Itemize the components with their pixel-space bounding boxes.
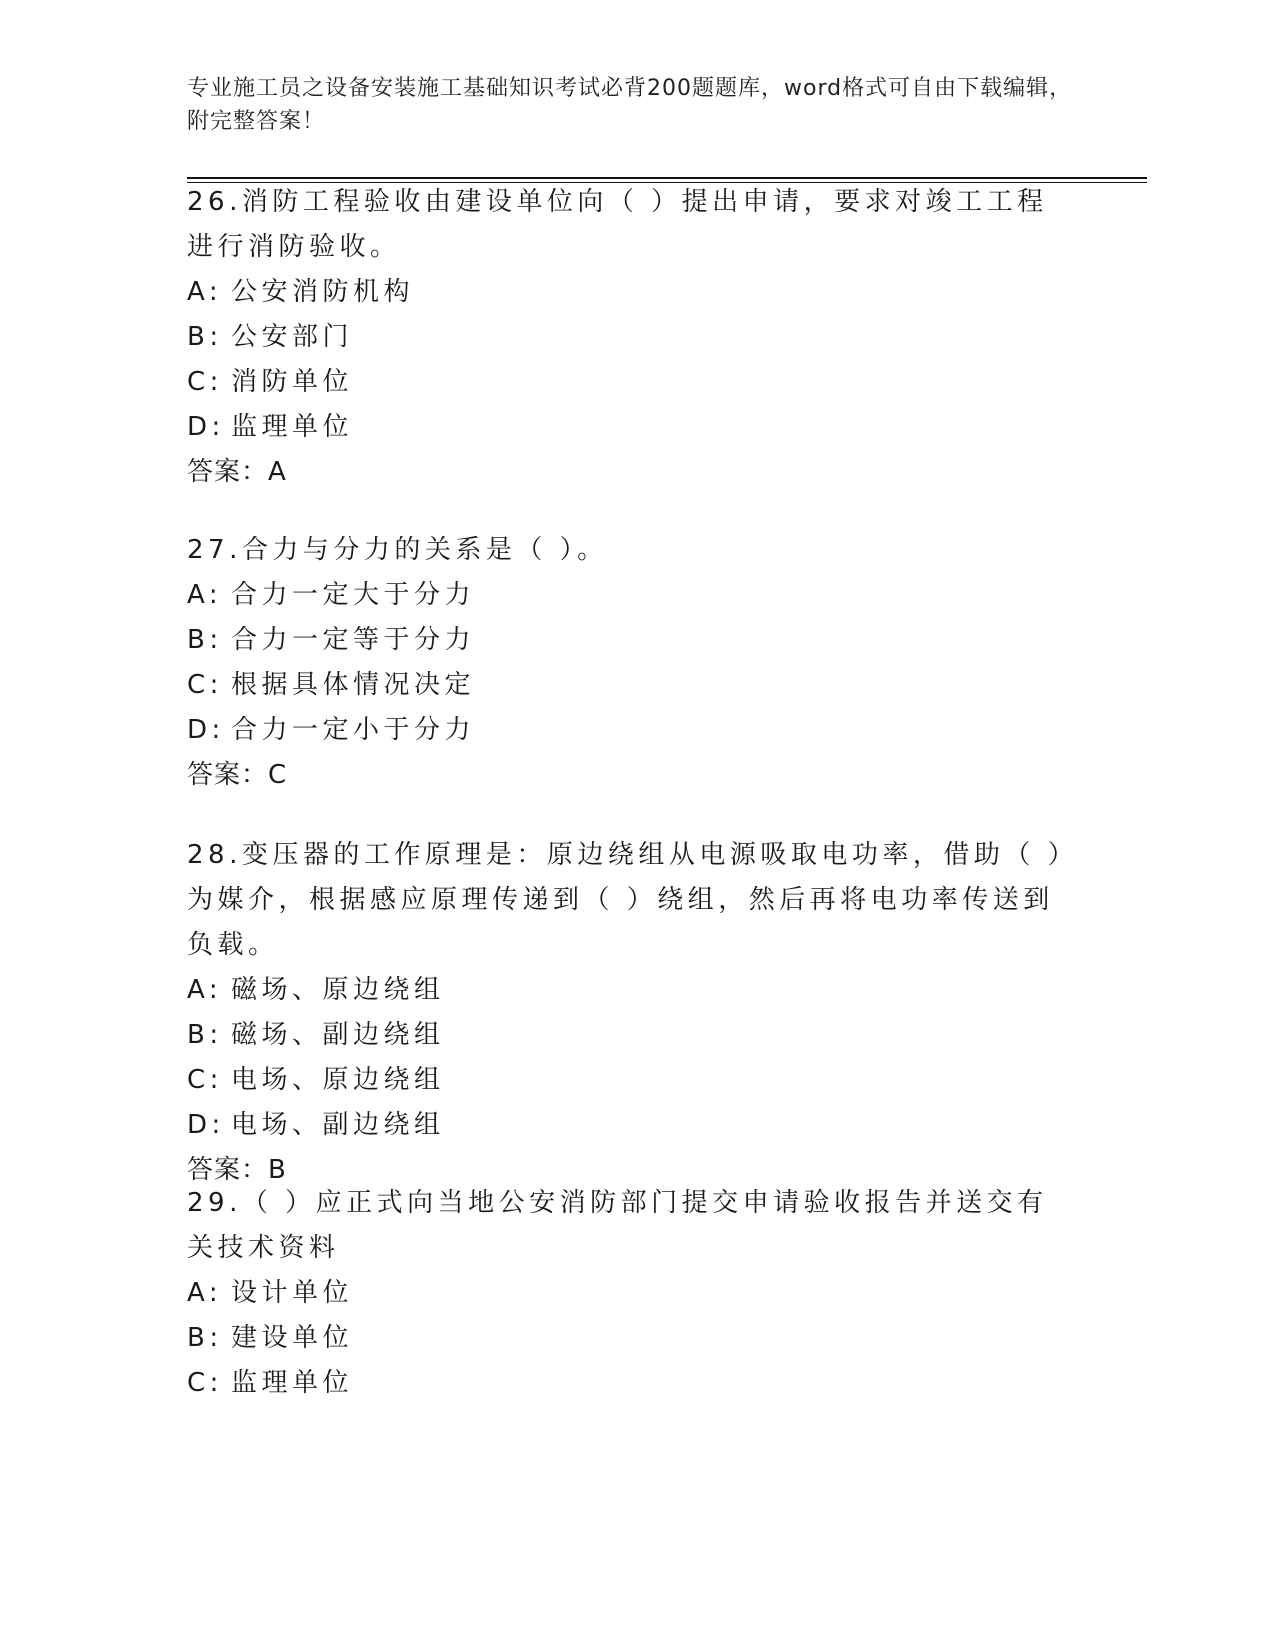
option-a bbox=[187, 573, 1067, 618]
option-c bbox=[187, 360, 1067, 405]
option-letter: A: bbox=[187, 975, 223, 1005]
question-stem: 27.合力与分力的关系是（ ）。 bbox=[187, 535, 608, 565]
question-26 bbox=[187, 180, 1067, 495]
option-text: 合力一定小于分力 bbox=[231, 715, 476, 745]
option-text: 根据具体情况决定 bbox=[231, 670, 476, 700]
option-c bbox=[187, 1361, 1067, 1406]
option-letter: A: bbox=[187, 580, 223, 610]
answer-text: 答案：B bbox=[187, 1155, 287, 1185]
option-text: 电场、副边绕组 bbox=[231, 1110, 445, 1140]
option-c bbox=[187, 1058, 1067, 1103]
option-letter: A: bbox=[187, 1278, 223, 1308]
option-letter: B: bbox=[187, 1323, 223, 1353]
option-d bbox=[187, 1103, 1067, 1148]
option-text: 电场、原边绕组 bbox=[231, 1065, 445, 1095]
option-text: 合力一定等于分力 bbox=[231, 625, 476, 655]
answer-text: 答案：A bbox=[187, 457, 287, 487]
document-header: 专业施工员之设备安装施工基础知识考试必背200题题库，word格式可自由下载编辑，附完整答案！ bbox=[187, 76, 1073, 134]
option-text: 消防单位 bbox=[231, 367, 354, 397]
option-letter: D: bbox=[187, 412, 225, 442]
option-d bbox=[187, 405, 1067, 450]
option-text: 磁场、原边绕组 bbox=[231, 975, 445, 1005]
option-text: 监理单位 bbox=[231, 1368, 354, 1398]
option-letter: B: bbox=[187, 1020, 223, 1050]
option-letter: C: bbox=[187, 1065, 223, 1095]
question-27 bbox=[187, 528, 1067, 798]
option-c bbox=[187, 663, 1067, 708]
option-letter: B: bbox=[187, 322, 223, 352]
option-letter: B: bbox=[187, 625, 223, 655]
answer-text: 答案：C bbox=[187, 760, 288, 790]
option-text: 监理单位 bbox=[231, 412, 354, 442]
header-divider-thick bbox=[187, 177, 1147, 179]
option-letter: D: bbox=[187, 715, 225, 745]
option-a bbox=[187, 968, 1067, 1013]
question-stem: 26.消防工程验收由建设单位向（ ）提出申请，要求对竣工工程进行消防验收。 bbox=[187, 187, 1048, 262]
option-b bbox=[187, 1013, 1067, 1058]
option-letter: C: bbox=[187, 670, 223, 700]
option-b bbox=[187, 1316, 1067, 1361]
option-a bbox=[187, 1271, 1067, 1316]
option-d bbox=[187, 708, 1067, 753]
question-28 bbox=[187, 833, 1067, 1193]
option-text: 设计单位 bbox=[231, 1278, 354, 1308]
option-letter: C: bbox=[187, 1368, 223, 1398]
option-letter: A: bbox=[187, 277, 223, 307]
option-text: 建设单位 bbox=[231, 1323, 354, 1353]
option-b bbox=[187, 618, 1067, 663]
option-letter: D: bbox=[187, 1110, 225, 1140]
option-b bbox=[187, 315, 1067, 360]
option-letter: C: bbox=[187, 367, 223, 397]
option-text: 磁场、副边绕组 bbox=[231, 1020, 445, 1050]
option-text: 公安部门 bbox=[231, 322, 354, 352]
question-stem: 29.（ ）应正式向当地公安消防部门提交申请验收报告并送交有关技术资料 bbox=[187, 1188, 1048, 1263]
option-text: 合力一定大于分力 bbox=[231, 580, 476, 610]
question-stem: 28.变压器的工作原理是：原边绕组从电源吸取电功率，借助（ ）为媒介，根据感应原理传递到（ ）绕组，然后再将电功率传送到负载。 bbox=[187, 840, 1066, 960]
question-29 bbox=[187, 1181, 1067, 1406]
option-a bbox=[187, 270, 1067, 315]
option-text: 公安消防机构 bbox=[231, 277, 415, 307]
